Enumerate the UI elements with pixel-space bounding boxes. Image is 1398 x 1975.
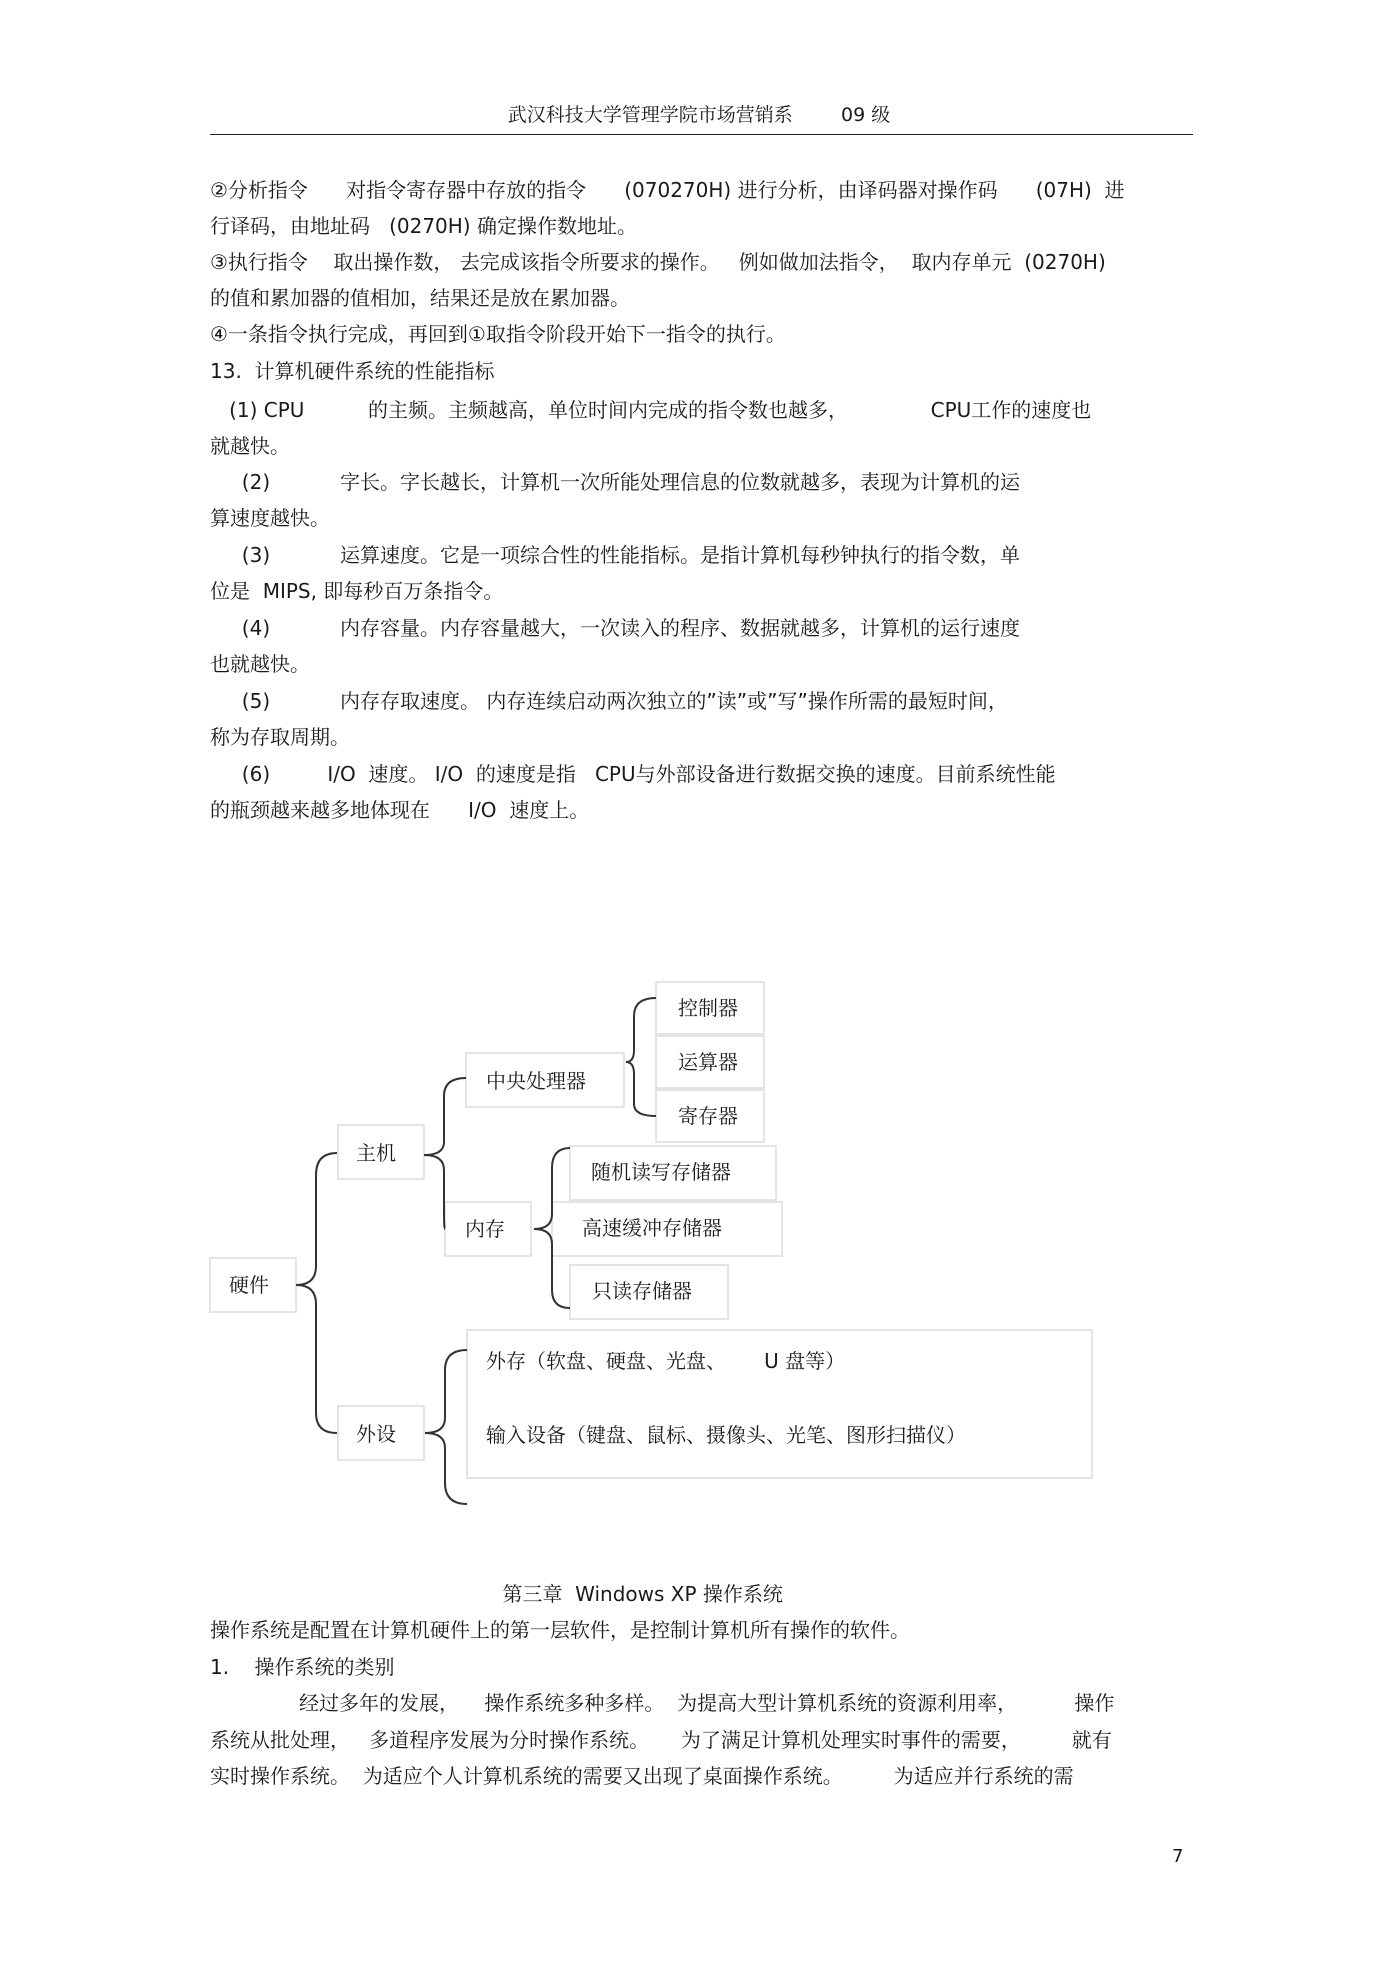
box-host (338, 1125, 424, 1179)
page-header: 武汉科技大学管理学院市场营销系 09 级 (507, 104, 891, 126)
box-peripheral-devices (467, 1330, 1092, 1478)
text-line-8: 就越快。 (210, 434, 290, 458)
chapter-title: 第三章 Windows XP 操作系统 (210, 1582, 783, 1606)
node-alu: 运算器 (678, 1050, 738, 1074)
section-heading-13: 13. 计算机硬件系统的性能指标 (210, 359, 495, 383)
brace-host-upper (424, 1078, 466, 1229)
text-line-20: 操作系统是配置在计算机硬件上的第一层软件，是控制计算机所有操作的软件。 (210, 1618, 910, 1642)
brace-memory (534, 1148, 570, 1308)
box-peripheral (338, 1406, 424, 1460)
box-cpu (466, 1053, 624, 1107)
node-rom: 只读存储器 (592, 1279, 692, 1303)
text-line-4: 的值和累加器的值相加，结果还是放在累加器。 (210, 286, 630, 310)
box-rom (570, 1265, 728, 1319)
text-line-12: 位是 MIPS, 即每秒百万条指令。 (210, 579, 504, 603)
brace-cpu (626, 998, 656, 1116)
text-line-7: (1) CPU 的主频。主频越高，单位时间内完成的指令数也越多， CPU工作的速度也 (210, 398, 1092, 422)
node-root: 硬件 (229, 1273, 269, 1297)
page-number: 7 (1172, 1846, 1184, 1867)
node-input-devices: 输入设备（键盘、鼠标、摄像头、光笔、图形扫描仪） (486, 1423, 966, 1447)
node-memory: 内存 (465, 1217, 505, 1241)
section-heading-1: 1. 操作系统的类别 (210, 1655, 395, 1679)
node-register: 寄存器 (678, 1104, 738, 1128)
node-cpu: 中央处理器 (486, 1069, 586, 1093)
brace-peripheral (425, 1350, 467, 1504)
node-cache: 高速缓冲存储器 (582, 1216, 722, 1240)
node-peripheral: 外设 (356, 1422, 396, 1446)
text-line-1: ②分析指令 对指令寄存器中存放的指令 (070270H) 进行分析，由译码器对操作码 (07H) 进 (210, 178, 1125, 202)
text-line-5: ④一条指令执行完成，再回到①取指令阶段开始下一指令的执行。 (210, 322, 786, 346)
box-ram (570, 1146, 776, 1200)
text-line-17: (6) I/O 速度。 I/O 的速度是指 CPU与外部设备进行数据交换的速度。目前系统性能 (210, 762, 1056, 786)
text-line-9: (2) 字长。字长越长，计算机一次所能处理信息的位数就越多，表现为计算机的运 (210, 470, 1021, 494)
box-controller (656, 982, 764, 1034)
node-ram: 随机读写存储器 (591, 1160, 731, 1184)
node-external-storage: 外存（软盘、硬盘、光盘、 U 盘等） (486, 1349, 846, 1373)
text-line-18: 的瓶颈越来越多地体现在 I/O 速度上。 (210, 798, 590, 822)
text-line-3: ③执行指令 取出操作数， 去完成该指令所要求的操作。 例如做加法指令， 取内存单元 (0270H) (210, 250, 1106, 274)
text-line-22: 经过多年的发展， 操作系统多种多样。 为提高大型计算机系统的资源利用率， 操作 (210, 1691, 1115, 1715)
header-rule (210, 134, 1193, 135)
box-cache (552, 1202, 782, 1256)
text-line-24: 实时操作系统。 为适应个人计算机系统的需要又出现了桌面操作系统。 为适应并行系统的需 (210, 1764, 1074, 1788)
box-register (656, 1090, 764, 1142)
text-line-15: (5) 内存存取速度。 内存连续启动两次独立的”读”或”写”操作所需的最短时间， (210, 689, 1008, 713)
box-root (210, 1258, 296, 1312)
text-line-23: 系统从批处理， 多道程序发展为分时操作系统。 为了满足计算机处理实时事件的需要， 就有 (210, 1728, 1112, 1752)
text-line-14: 也就越快。 (210, 652, 310, 676)
text-line-16: 称为存取周期。 (210, 725, 350, 749)
box-memory (445, 1202, 531, 1256)
box-alu (656, 1036, 764, 1088)
node-host: 主机 (356, 1141, 396, 1165)
brace-root (296, 1153, 337, 1433)
text-line-10: 算速度越快。 (210, 506, 330, 530)
text-line-2: 行译码，由地址码 (0270H) 确定操作数地址。 (210, 214, 637, 238)
text-line-13: (4) 内存容量。内存容量越大，一次读入的程序、数据就越多，计算机的运行速度 (210, 616, 1021, 640)
node-controller: 控制器 (678, 996, 738, 1020)
text-line-11: (3) 运算速度。它是一项综合性的性能指标。是指计算机每秒钟执行的指令数，单 (210, 543, 1021, 567)
